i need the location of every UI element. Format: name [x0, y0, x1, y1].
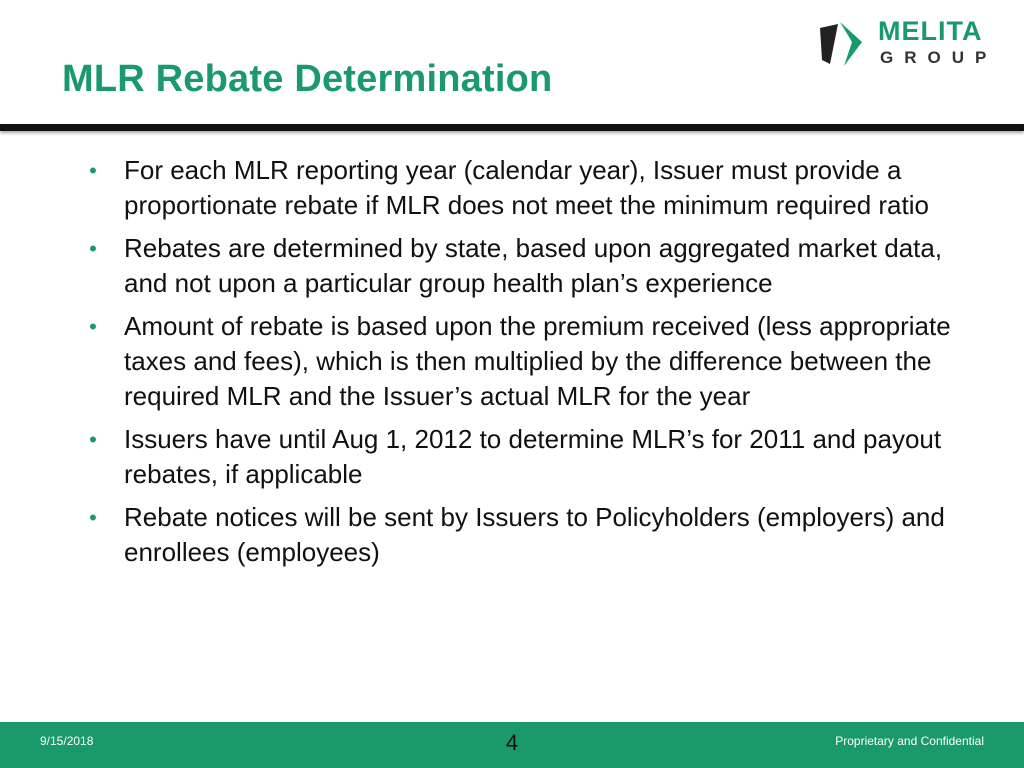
title-divider	[0, 124, 1024, 131]
footer-confidential: Proprietary and Confidential	[835, 734, 984, 748]
bullet-icon: •	[89, 505, 97, 530]
bullet-icon: •	[89, 236, 97, 261]
footer-date: 9/15/2018	[40, 734, 94, 748]
bullet-text: Rebate notices will be sent by Issuers to Policyholders (employers) and enrollees (employees)	[124, 502, 945, 567]
bullet-item	[86, 500, 956, 570]
bullet-list	[86, 153, 956, 578]
bullet-icon: •	[89, 427, 97, 452]
bullet-text: Rebates are determined by state, based upon aggregated market data, and not upon a particular group health plan’s experience	[124, 233, 943, 298]
bullet-item	[86, 153, 956, 223]
logo-name: MELITA	[878, 16, 983, 46]
bullet-text: For each MLR reporting year (calendar year), Issuer must provide a proportionate rebate if MLR does not meet the minimum required ratio	[124, 155, 929, 220]
bullet-text: Issuers have until Aug 1, 2012 to determine MLR’s for 2011 and payout rebates, if applicable	[124, 424, 942, 489]
footer-bar	[0, 722, 1024, 768]
bullet-item	[86, 422, 956, 492]
slide-title: MLR Rebate Determination	[62, 58, 553, 100]
page-number: 4	[505, 730, 519, 755]
bullet-item	[86, 231, 956, 301]
bullet-icon: •	[89, 158, 97, 183]
logo-mark-icon	[818, 20, 864, 68]
logo-subtitle: GROUP	[880, 48, 998, 67]
bullet-icon: •	[89, 314, 97, 339]
melita-group-logo	[818, 16, 998, 72]
bullet-text: Amount of rebate is based upon the premium received (less appropriate taxes and fees), which is then multiplied by the difference between the required MLR and the Issuer’s actual MLR for the year	[124, 311, 951, 411]
bullet-item	[86, 309, 956, 414]
